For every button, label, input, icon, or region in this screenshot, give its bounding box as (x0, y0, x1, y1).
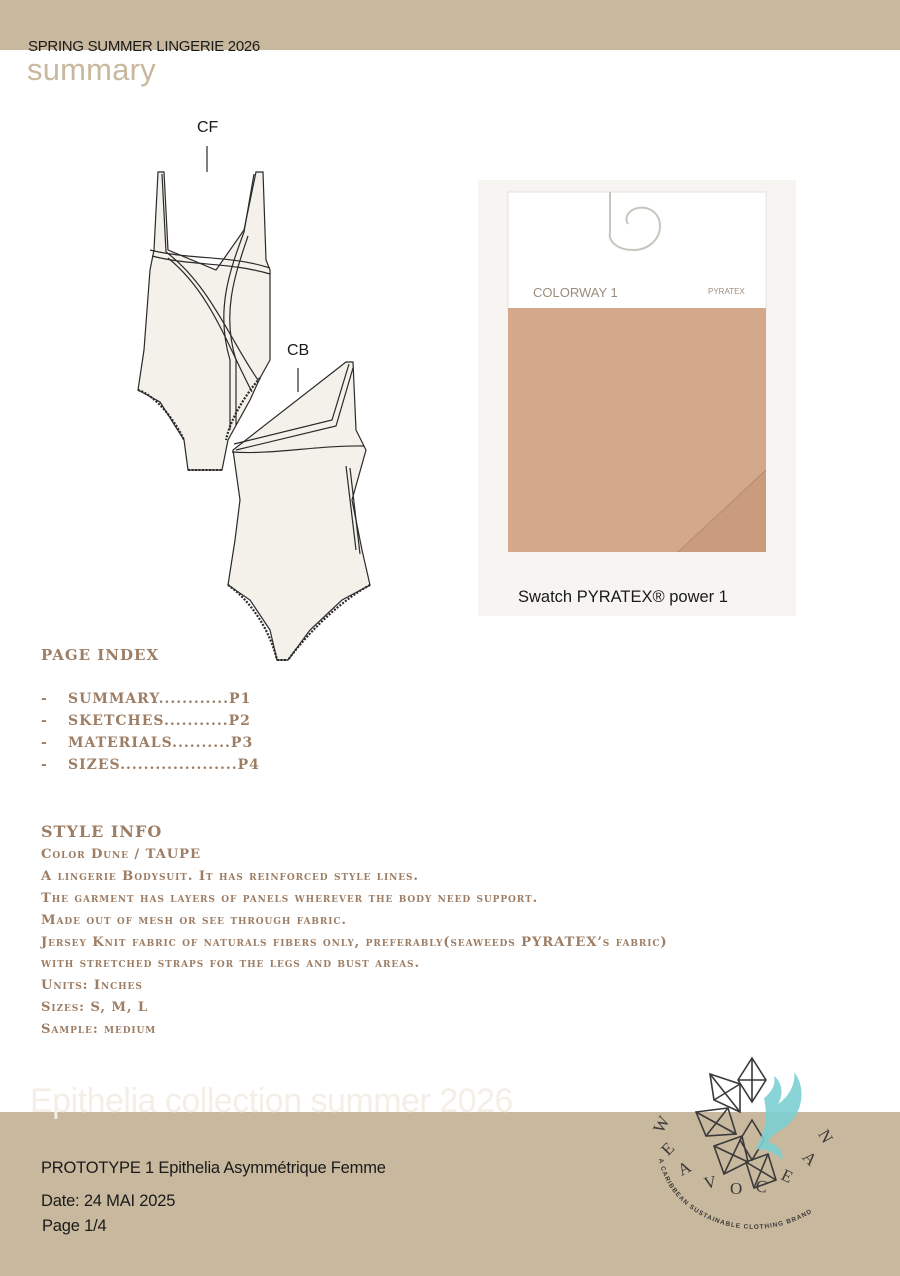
index-item[interactable]: - MATERIALS..........P3 (41, 735, 254, 751)
style-info-line: Sizes: S, M, L (41, 1000, 149, 1016)
style-info-list (41, 846, 668, 1043)
style-info-line: A lingerie Bodysuit. It has reinforced style lines. (41, 868, 419, 884)
svg-text:O: O (730, 1179, 743, 1198)
index-item[interactable]: - SUMMARY............P1 (41, 691, 252, 707)
logo-mark (696, 1058, 776, 1188)
style-info-line: Sample: medium (41, 1022, 157, 1038)
svg-text:C: C (754, 1176, 769, 1197)
page-title: summary (27, 52, 156, 87)
style-info-title: STYLE INFO (41, 822, 163, 841)
svg-text:A: A (674, 1157, 695, 1180)
index-item[interactable]: - SKETCHES...........P2 (41, 713, 251, 729)
index-item[interactable]: - SIZES....................P4 (41, 757, 260, 773)
collection-title: Epithelia collection summer 2026 (30, 1082, 513, 1120)
cb-label: CB (287, 342, 310, 359)
cf-label: CF (197, 119, 219, 136)
prototype-line: PROTOTYPE 1 Epithelia Asymmétrique Femme (41, 1159, 386, 1177)
colorway-label: COLORWAY 1 (533, 285, 618, 300)
swatch-caption: Swatch PYRATEX® power 1 (518, 588, 728, 606)
back-body (228, 362, 370, 660)
collection-line: SPRING SUMMER LINGERIE 2026 (28, 38, 260, 55)
page-index-title: PAGE INDEX (41, 646, 160, 664)
style-info-line: with stretched straps for the legs and bust areas. (41, 956, 420, 972)
svg-text:E: E (778, 1165, 796, 1187)
bodysuit-sketch (120, 110, 410, 670)
svg-text:A: A (798, 1147, 821, 1170)
front-body (138, 172, 270, 470)
page-number: Page 1/4 (42, 1217, 107, 1235)
logo-tagline: A CARIBBEAN SUSTAINABLE CLOTHING BRAND (656, 1158, 814, 1231)
style-info-line: Made out of mesh or see through fabric. (41, 912, 347, 928)
weavocean-logo (644, 1050, 860, 1245)
svg-text:V: V (702, 1171, 719, 1194)
svg-text:N: N (814, 1126, 837, 1147)
svg-text:E: E (657, 1138, 679, 1160)
front-view (138, 119, 270, 470)
date-line: Date: 24 MAI 2025 (41, 1192, 176, 1210)
index-item-label: SKETCHES...........P2 (68, 713, 251, 729)
page-index-list (41, 690, 260, 778)
style-info-line: Color Dune / TAUPE (41, 847, 201, 862)
svg-text:W: W (649, 1112, 674, 1136)
index-item-label: SUMMARY............P1 (68, 691, 252, 707)
pyratex-brand: PYRATEX (708, 287, 745, 296)
index-item-label: MATERIALS..........P3 (68, 735, 254, 751)
fabric-swatch-card (478, 180, 796, 616)
style-info-line: Units: Inches (41, 978, 143, 994)
style-info-line: The garment has layers of panels wherever the body need support. (41, 890, 539, 906)
index-item-label: SIZES....................P4 (68, 757, 260, 773)
style-info-line: Jersey Knit fabric of naturals fibers only, preferably(seaweeds PYRATEX’s fabric) (41, 934, 668, 950)
